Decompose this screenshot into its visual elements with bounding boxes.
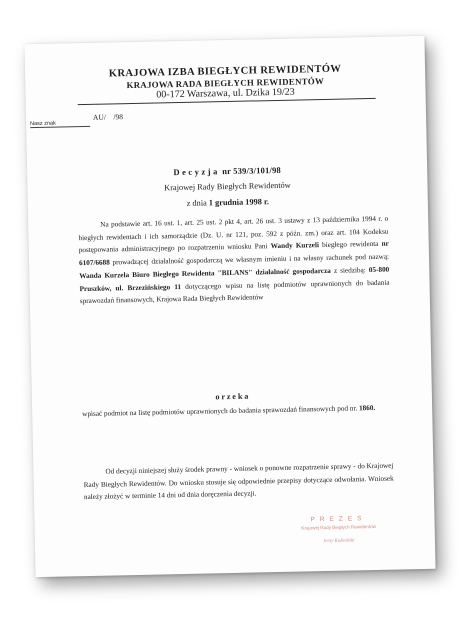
para1-text-4: z siedzibą: [330,265,369,275]
decision-basis-paragraph [78,213,390,308]
registry-number: 1860. [358,403,376,413]
decision-title: D e c y z j a nr 539/3/101/98 [173,164,282,178]
letterhead-address: 00-172 Warszawa, ul. Dzika 19/23 [156,86,295,101]
para1-text-1: Na podstawie art. 16 ust. 1, art. 25 ust. 2 pkt 4, art. 26 ust. 3 ustawy z 13 października 1994 r. o biegłych rewidentach i ich samorządzie (Dz. U. nr 121, poz. 592 z późn. zm.) oraz art. 104 Kodeksu postępowania administracyjnego po rozpatrzeniu wniosku Pani [78,214,389,255]
para1-text-3: prowadzącej działalność gospodarczą we własnym imieniu i na własny rachunek pod nazwą: [109,252,390,267]
decision-date-value: 1 grudnia 1998 r. [208,197,270,208]
auditor-number: nr 6107/6688 [78,240,389,268]
decision-date [28,194,428,211]
para1-text-2: biegłego rewidenta [318,240,382,250]
letterhead-line2: KRAJOWA RADA BIEGŁYCH REWIDENTÓW [126,75,325,91]
firm-name: Wanda Kurzela Biuro Biegłego Rewidenta "BILANS" działalność gospodarcza [79,266,331,280]
signature-name: Jerzy Koźmiński [323,538,355,545]
reference-underline [30,126,90,128]
para2-text: wpisać podmiot na listę podmiotów uprawnionych do badania sprawozdań finansowych pod nr. [82,404,360,419]
letterhead-line1: KRAJOWA IZBA BIEGŁYCH REWIDENTÓW [108,63,342,80]
firm-address: 05-800 Pruszków, ul. Brzezińskiego 11 [79,265,390,293]
appeal-paragraph: Od decyzji niniejszej służy środek prawny - wniosek o ponowne rozpatrzenie sprawy - do Krajowej Rady Biegłych Rewidentów. Do wniosku stosuje się odpowiednie przepisy dotyczące odwołania. Wniosek należy złożyć w terminie 14 dni od dnia doręczenia decyzji. [83,461,394,502]
ruling-paragraph [82,402,392,421]
decision-date-prefix: z dnia [186,198,209,208]
applicant-name: Wandy Kurzeli [270,241,320,251]
reference-label: Nasz znak [30,120,56,128]
signature-title: PREZES [310,515,367,524]
signature-organization: Krajowej Rady Biegłych Rewidentów [301,523,376,531]
decision-subtitle: Krajowej Rady Biegłych Rewidentów [164,180,291,193]
document-page [24,36,435,577]
reference-value: AU/ /98 [92,112,124,122]
para1-text-5: dotyczącego wpisu na listę podmiotów uprawnionych do badania sprawozdań finansowych, Krajowa Rada Biegłych Rewidentów [79,278,390,306]
ruling-heading: o r z e k a [215,391,249,402]
